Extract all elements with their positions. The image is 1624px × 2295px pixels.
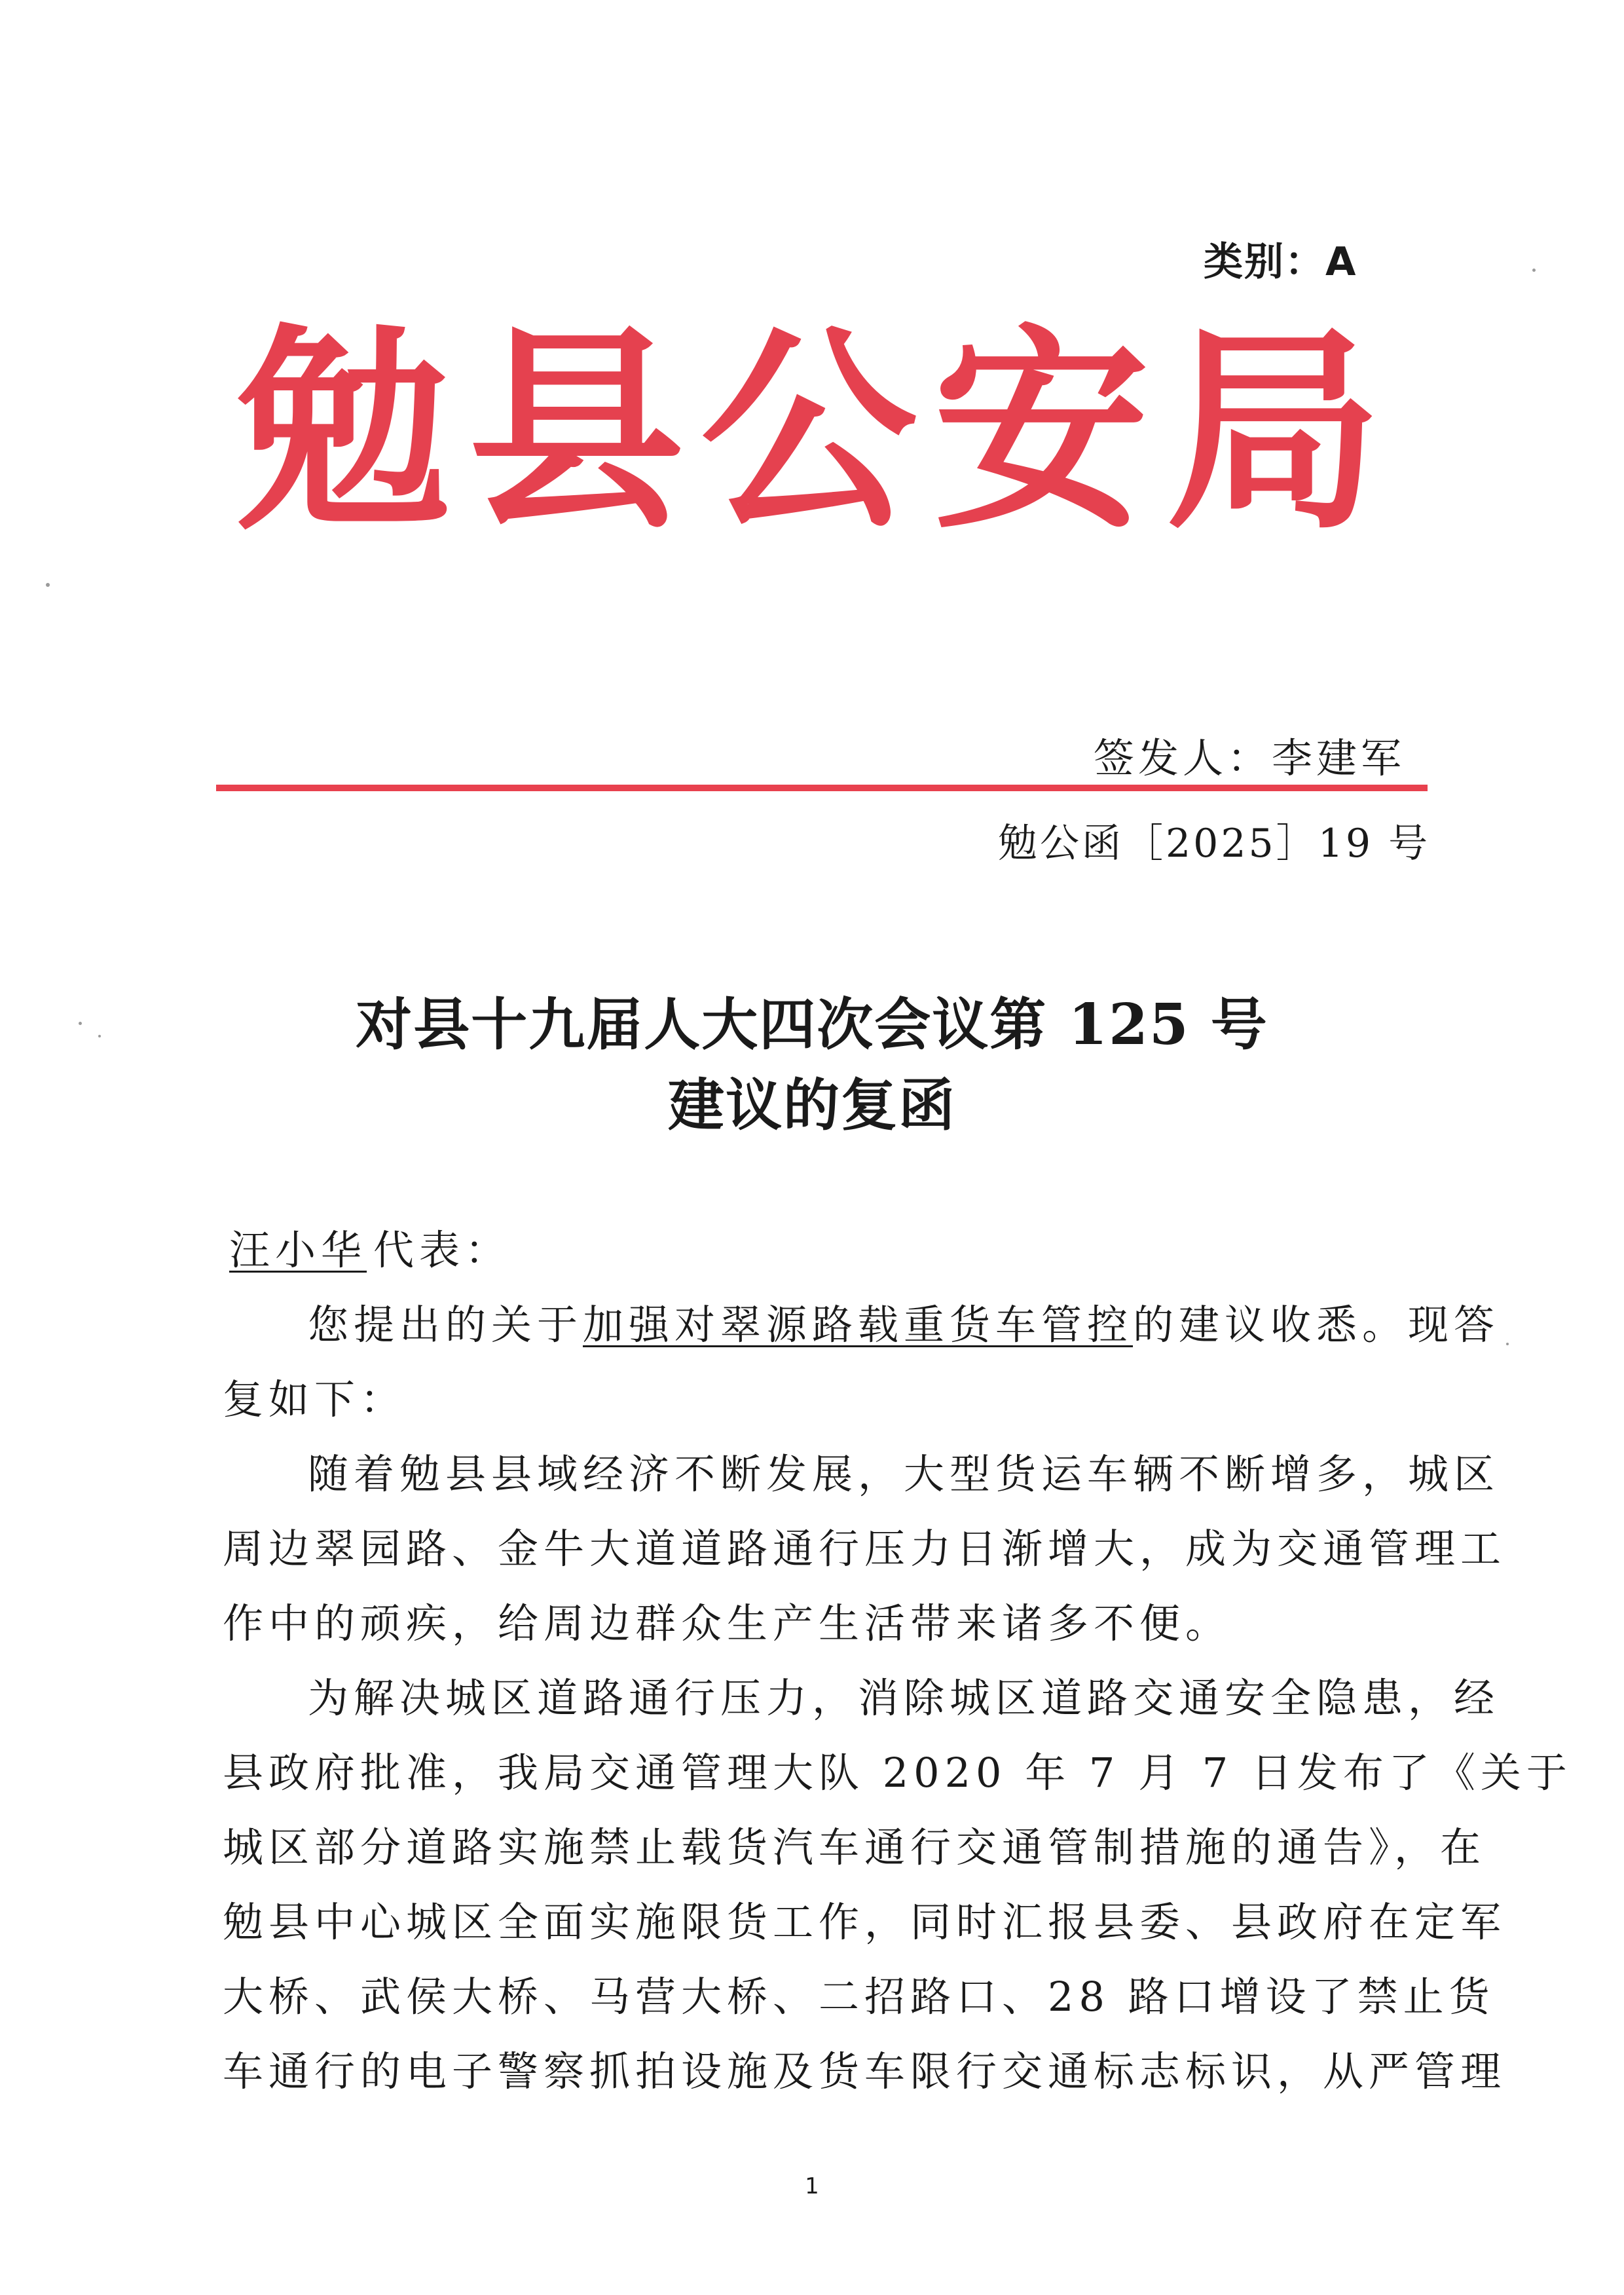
masthead-char: 勉 <box>236 307 452 558</box>
document-number: 勉公函［2025］19 号 <box>998 821 1431 867</box>
paragraph-3-line: 县政府批准，我局交通管理大队 2020 年 7 月 7 日发布了《关于 <box>223 1749 1572 1797</box>
scan-speck <box>1506 1343 1509 1345</box>
letter-title-line-2: 建议的复函 <box>668 1072 956 1138</box>
paragraph-3-line: 城区部分道路实施禁止载货汽车通行交通管制措施的通告》，在 <box>223 1823 1486 1871</box>
red-divider-rule <box>216 785 1428 791</box>
paragraph-1-line-2: 复如下： <box>223 1375 407 1423</box>
masthead-char: 安 <box>933 307 1149 558</box>
scan-speck <box>98 1035 101 1037</box>
masthead-char: 局 <box>1166 307 1382 558</box>
masthead-char: 公 <box>701 307 917 558</box>
salutation-suffix: 代表： <box>373 1226 511 1274</box>
letter-title-line-1: 对县十九届人大四次会议第 125 号 <box>356 992 1268 1058</box>
paragraph-2-line: 作中的顽疾，给周边群众生产生活带来诸多不便。 <box>223 1599 1232 1647</box>
representative-name: 汪小华 <box>229 1226 367 1274</box>
paragraph-3-line: 为解决城区道路通行压力，消除城区道路交通安全隐患，经 <box>308 1674 1500 1722</box>
scan-speck <box>1532 269 1536 272</box>
paragraph-3-line: 勉县中心城区全面实施限货工作，同时汇报县委、县政府在定军 <box>223 1898 1507 1946</box>
category-label: 类别：A <box>1204 239 1357 285</box>
paragraph-1-line-1: 您提出的关于加强对翠源路载重货车管控的建议收悉。现答 <box>308 1301 1500 1349</box>
proposal-subject: 加强对翠源路载重货车管控 <box>583 1301 1134 1349</box>
masthead-char: 县 <box>468 307 684 558</box>
page-number: 1 <box>805 2173 819 2199</box>
paragraph-2-line: 周边翠园路、金牛大道道路通行压力日渐增大，成为交通管理工 <box>223 1525 1507 1573</box>
scan-speck <box>79 1022 82 1025</box>
scan-speck <box>46 583 50 587</box>
signer-line: 签发人：李建军 <box>1094 734 1406 782</box>
paragraph-2-line: 随着勉县县域经济不断发展，大型货运车辆不断增多，城区 <box>308 1450 1500 1498</box>
paragraph-3-line: 大桥、武侯大桥、马营大桥、二招路口、28 路口增设了禁止货 <box>223 1973 1495 2021</box>
salutation <box>223 1226 511 1274</box>
agency-masthead <box>236 307 1382 558</box>
paragraph-3-line: 车通行的电子警察抓拍设施及货车限行交通标志标识，从严管理 <box>223 2047 1507 2095</box>
